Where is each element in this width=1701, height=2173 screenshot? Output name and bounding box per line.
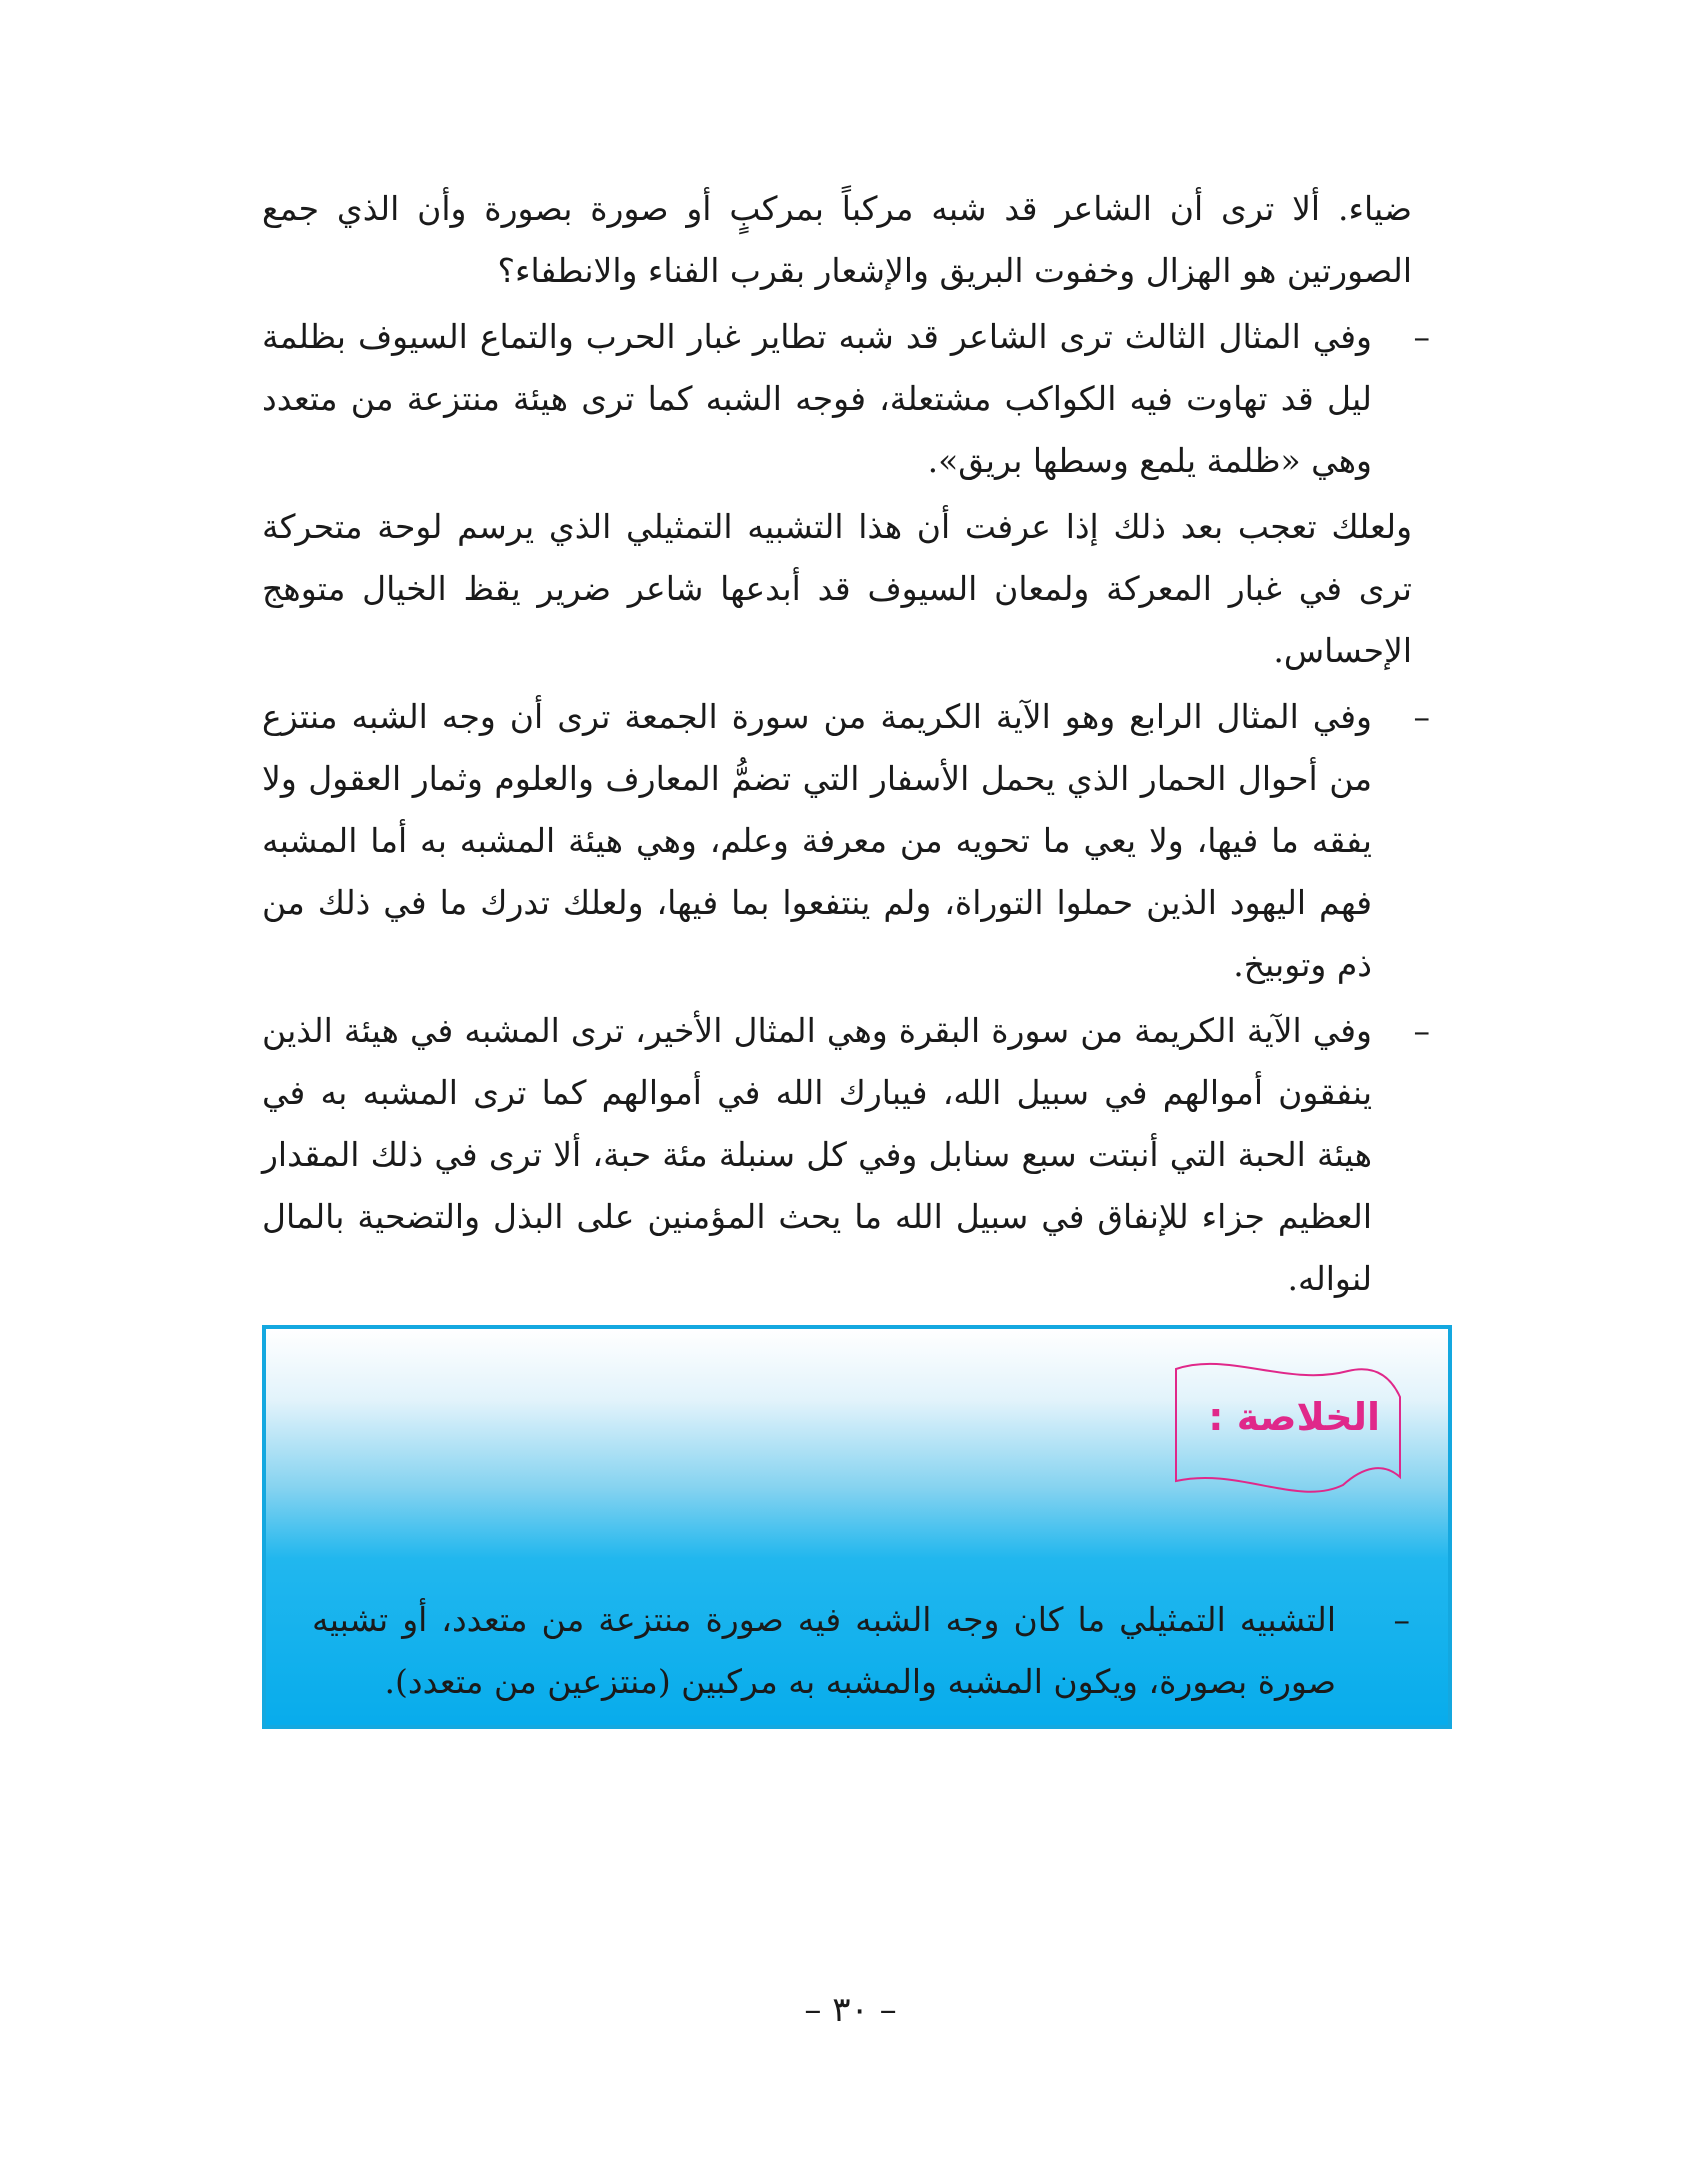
bullet-example-four: [262, 686, 1430, 996]
bullet-text: وفي الآية الكريمة من سورة البقرة وهي المثال الأخير، ترى المشبه في هيئة الذين ينفقون أموالهم في سبيل الله، فيبارك الله في أموالهم كما ترى المشبه به في هيئة الحبة التي أنبتت سبع سنابل وفي كل سنبلة مئة حبة، ألا ترى في ذلك المقدار العظيم جزاء للإنفاق في سبيل الله ما يحث المؤمنين على البذل والتضحية بالمال لنواله.: [262, 1011, 1372, 1298]
bullet-text: وفي المثال الرابع وهو الآية الكريمة من سورة الجمعة ترى أن وجه الشبه منتزع من أحوال الحمار الذي يحمل الأسفار التي تضمُّ المعارف والعلوم وثمار العقول ولا يفقه ما فيها، ولا يعي ما تحويه من معرفة وعلم، وهي هيئة المشبه به أما المشبه فهم اليهود الذين حملوا التوراة، ولم ينتفعوا بما فيها، ولعلك تدرك ما في ذلك من ذم وتوبيخ.: [262, 697, 1372, 984]
bullet-example-last: [262, 1000, 1430, 1310]
paragraph-poet-note: ولعلك تعجب بعد ذلك إذا عرفت أن هذا التشبيه التمثيلي الذي يرسم لوحة متحركة ترى في غبار المعركة ولمعان السيوف قد أبدعها شاعر ضرير يقظ الخيال متوهج الإحساس.: [262, 507, 1412, 670]
bullet-dash: –: [1413, 1011, 1430, 1050]
summary-flag-banner: [1168, 1357, 1408, 1507]
summary-box: [262, 1325, 1452, 1729]
bullet-dash: –: [1393, 1600, 1410, 1639]
main-text: [262, 178, 1430, 1314]
summary-item: [312, 1589, 1410, 1713]
bullet-dash: –: [1413, 697, 1430, 736]
summary-title: الخلاصة :: [1208, 1395, 1380, 1439]
paragraph-intro: ضياء. ألا ترى أن الشاعر قد شبه مركباً بمركبٍ أو صورة بصورة وأن الذي جمع الصورتين هو الهزال وخفوت البريق والإشعار بقرب الفناء والانطفاء؟: [262, 189, 1412, 290]
bullet-example-three: [262, 306, 1430, 492]
bullet-text: وفي المثال الثالث ترى الشاعر قد شبه تطاير غبار الحرب والتماع السيوف بظلمة ليل قد تهاوت فيه الكواكب مشتعلة، فوجه الشبه كما ترى هيئة منتزعة من متعدد وهي «ظلمة يلمع وسطها بريق».: [262, 317, 1372, 480]
summary-text: التشبيه التمثيلي ما كان وجه الشبه فيه صورة منتزعة من متعدد، أو تشبيه صورة بصورة، ويكون المشبه والمشبه به مركبين (منتزعين من متعدد).: [312, 1600, 1336, 1701]
page-number: – ٣٠ –: [804, 1990, 897, 2030]
bullet-dash: –: [1413, 317, 1430, 356]
